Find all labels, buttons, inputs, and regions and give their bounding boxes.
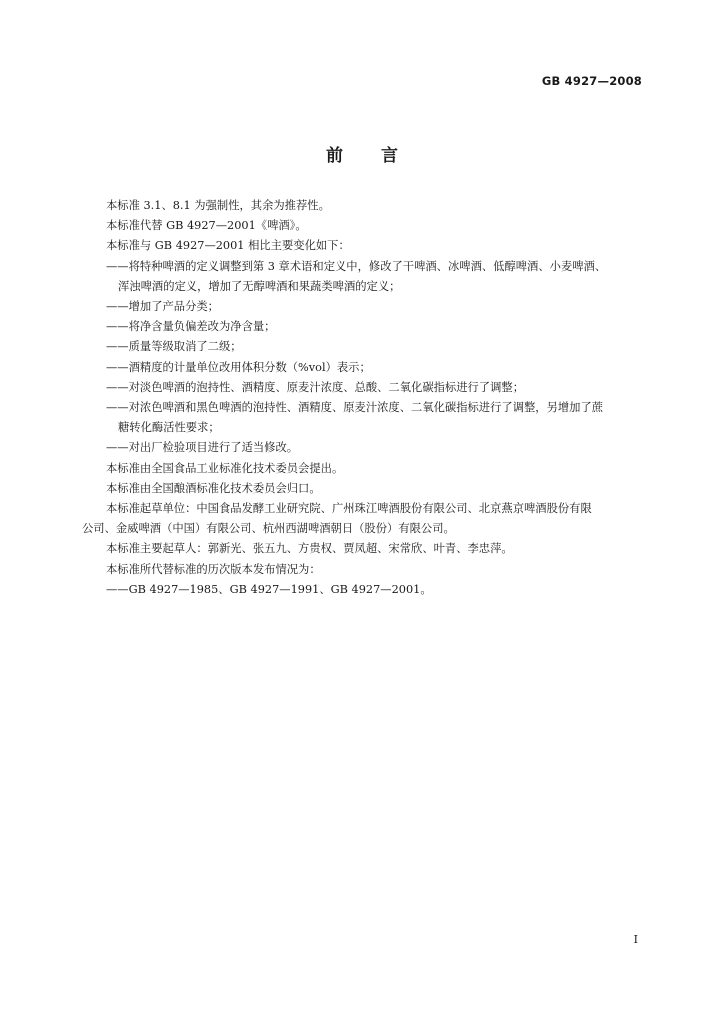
administrator-paragraph: 本标准由全国酿酒标准化技术委员会归口。: [106, 481, 321, 495]
page-number: I: [633, 933, 638, 946]
standard-code: GB 4927—2008: [541, 74, 642, 88]
change-item-1-cont: 浑浊啤酒的定义，增加了无醇啤酒和果蔬类啤酒的定义；: [118, 279, 401, 293]
drafters-paragraph: 本标准主要起草人：郭新光、张五九、方贵权、贾凤超、宋常欣、叶青、李忠萍。: [106, 542, 513, 556]
change-item-3: ——将净含量负偏差改为净含量；: [106, 320, 276, 334]
history-paragraph: 本标准所代替标准的历次版本发布情况为：: [106, 562, 321, 576]
paragraph-1: 本标准 3.1、8.1 为强制性，其余为推荐性。: [106, 199, 330, 212]
change-item-7-cont: 糖转化酶活性要求；: [118, 421, 220, 435]
proposer-paragraph: 本标准由全国食品工业标准化技术委员会提出。: [106, 461, 344, 475]
paragraph-2: 本标准代替 GB 4927—2001《啤酒》。: [106, 219, 307, 233]
change-item-1: ——将特种啤酒的定义调整到第 3 章术语和定义中，修改了干啤酒、冰啤酒、低醇啤酒、小麦啤酒、: [106, 259, 607, 273]
change-item-5: ——酒精度的计量单位改用体积分数（%vol）表示；: [106, 360, 371, 374]
change-item-7: ——对浓色啤酒和黑色啤酒的泡持性、酒精度、原麦汁浓度、二氧化碳指标进行了调整，另增加了蔗: [106, 401, 604, 415]
drafting-units-paragraph: 本标准起草单位：中国食品发酵工业研究院、广州珠江啤酒股份有限公司、北京燕京啤酒股份有限: [106, 502, 592, 516]
change-item-6: ——对淡色啤酒的泡持性、酒精度、原麦汁浓度、总酸、二氧化碳指标进行了调整；: [106, 380, 524, 394]
change-item-2: ——增加了产品分类；: [106, 300, 219, 314]
history-item: ——GB 4927—1985、GB 4927—1991、GB 4927—2001。: [106, 582, 432, 596]
page-title: 前言: [326, 146, 436, 166]
change-item-8: ——对出厂检验项目进行了适当修改。: [106, 441, 299, 455]
foreword-body: [82, 196, 644, 600]
change-item-4: ——质量等级取消了二级；: [106, 340, 242, 354]
drafting-units-cont: 公司、金威啤酒（中国）有限公司、杭州西湖啤酒朝日（股份）有限公司。: [82, 522, 455, 536]
paragraph-3: 本标准与 GB 4927—2001 相比主要变化如下：: [106, 239, 350, 253]
